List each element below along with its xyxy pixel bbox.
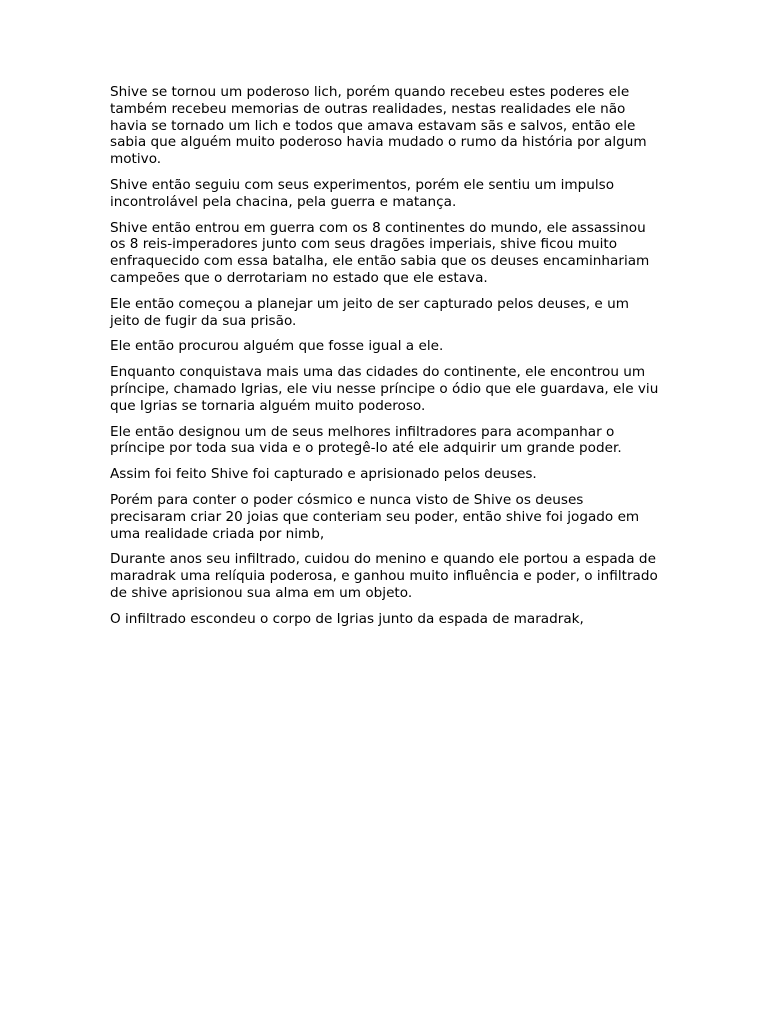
paragraph-11: O infiltrado escondeu o corpo de Igrias junto da espada de maradrak, — [110, 610, 584, 627]
paragraph-10: Durante anos seu infiltrado, cuidou do menino e quando ele portou a espada de maradrak uma relíquia poderosa, e ganhou muito influência e poder, o infiltrado de shive aprisionou sua alma em um objeto. — [110, 551, 658, 601]
paragraph-6: Enquanto conquistava mais uma das cidades do continente, ele encontrou um príncipe, chamado Igrias, ele viu nesse príncipe o ódio que ele guardava, ele viu que Igrias se tornaria alguém muito poderoso. — [110, 364, 659, 414]
paragraph-5: Ele então procurou alguém que fosse igual a ele. — [110, 338, 444, 355]
paragraph-1: Shive se tornou um poderoso lich, porém quando recebeu estes poderes ele também recebeu memorias de outras realidades, nestas realidades ele não havia se tornado um lich e todos que amava estavam sãs e salvos, então ele sabia que alguém muito poderoso havia mudado o rumo da história por algum motivo. — [110, 84, 647, 168]
paragraph-7: Ele então designou um de seus melhores infiltradores para acompanhar o príncipe por toda sua vida e o protegê-lo até ele adquirir um grande poder. — [110, 423, 622, 457]
paragraph-8: Assim foi feito Shive foi capturado e aprisionado pelos deuses. — [110, 466, 537, 483]
paragraph-9: Porém para conter o poder cósmico e nunca visto de Shive os deuses precisaram criar 20 joias que conteriam seu poder, então shive foi jogado em uma realidade criada por nimb, — [110, 491, 640, 542]
paragraph-4: Ele então começou a planejar um jeito de ser capturado pelos deuses, e um jeito de fugir da sua prisão. — [110, 295, 629, 329]
paragraph-2: Shive então seguiu com seus experimentos, porém ele sentiu um impulso incontrolável pela chacina, pela guerra e matança. — [110, 176, 615, 210]
paragraph-3: Shive então entrou em guerra com os 8 continentes do mundo, ele assassinou os 8 reis-imperadores junto com seus dragões imperiais, shive ficou muito enfraquecido com essa batalha, ele então sabia que os deuses encaminhariam campeões que o derrotariam no estado que ele estava. — [110, 219, 650, 286]
document-body — [110, 84, 662, 637]
